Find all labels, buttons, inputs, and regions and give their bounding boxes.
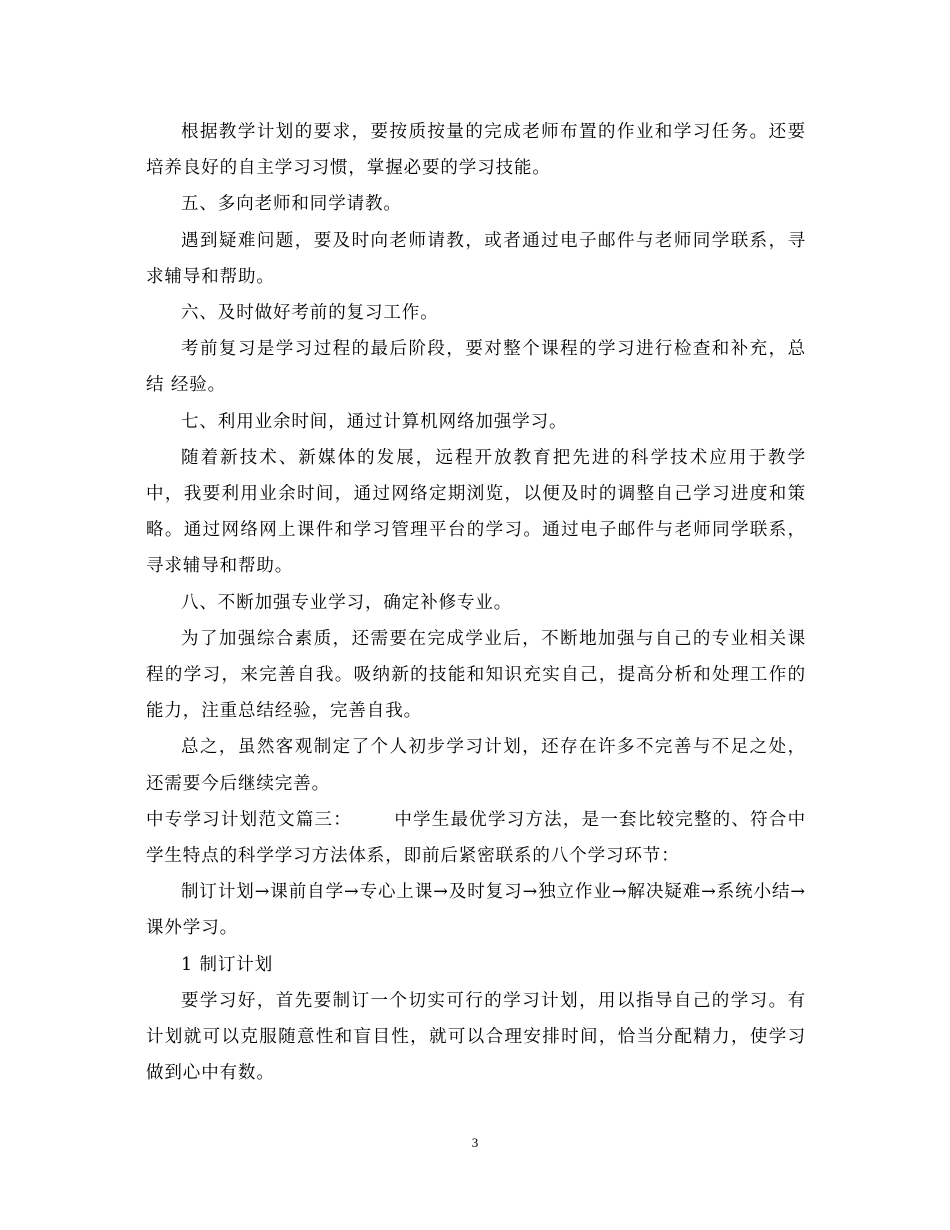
paragraph-study-tasks: 根据教学计划的要求，要按质按量的完成老师布置的作业和学习任务。还要培养良好的自主学习习惯，掌握必要的学习技能。 — [146, 122, 806, 179]
paragraph-learning-steps: 制订计划→课前自学→专心上课→及时复习→独立作业→解决疑难→系统小结→课外学习。 — [146, 882, 806, 939]
paragraph-exam-review: 考前复习是学习过程的最后阶段，要对整个课程的学习进行检查和补充，总结 经验。 — [146, 339, 806, 396]
paragraph-conclusion: 总之，虽然客观制定了个人初步学习计划，还存在许多不完善与不足之处，还需要今后继续完善。 — [146, 737, 806, 794]
document-body — [146, 114, 806, 1091]
page-number: 3 — [471, 1135, 479, 1150]
subheading-make-plan: 1 制订计划 — [181, 954, 274, 975]
paragraph-sample-three — [146, 802, 806, 874]
sample-three-body: 中学生最优学习方法，是一套比较完整的、符合中学生特点的科学学习方法体系，即前后紧密联系的八个学习环节： — [146, 809, 806, 867]
paragraph-professional-study: 为了加强综合素质，还需要在完成学业后，不断地加强与自己的专业相关课程的学习，来完善自我。吸纳新的技能和知识充实自己，提高分析和处理工作的能力，注重总结经验，完善自我。 — [146, 628, 806, 722]
section-heading-exam-review: 六、及时做好考前的复习工作。 — [181, 303, 439, 324]
section-heading-ask-teachers: 五、多向老师和同学请教。 — [181, 194, 402, 215]
paragraph-spare-time: 随着新技术、新媒体的发展，远程开放教育把先进的科学技术应用于教学中，我要利用业余时间，通过网络定期浏览，以便及时的调整自己学习进度和策略。通过网络网上课件和学习管理平台的学习。通过电子邮件与老师同学联系，寻求辅导和帮助。 — [146, 447, 806, 577]
sample-three-heading: 中专学习计划范文篇三： — [146, 809, 352, 830]
section-heading-professional-study: 八、不断加强专业学习，确定补修专业。 — [181, 592, 513, 613]
section-heading-spare-time: 七、利用业余时间，通过计算机网络加强学习。 — [181, 411, 568, 432]
paragraph-make-plan: 要学习好，首先要制订一个切实可行的学习计划，用以指导自己的学习。有计划就可以克服随意性和盲目性，就可以合理安排时间，恰当分配精力，使学习做到心中有数。 — [146, 990, 806, 1084]
paragraph-ask-teachers: 遇到疑难问题，要及时向老师请教，或者通过电子邮件与老师同学联系，寻求辅导和帮助。 — [146, 230, 806, 287]
